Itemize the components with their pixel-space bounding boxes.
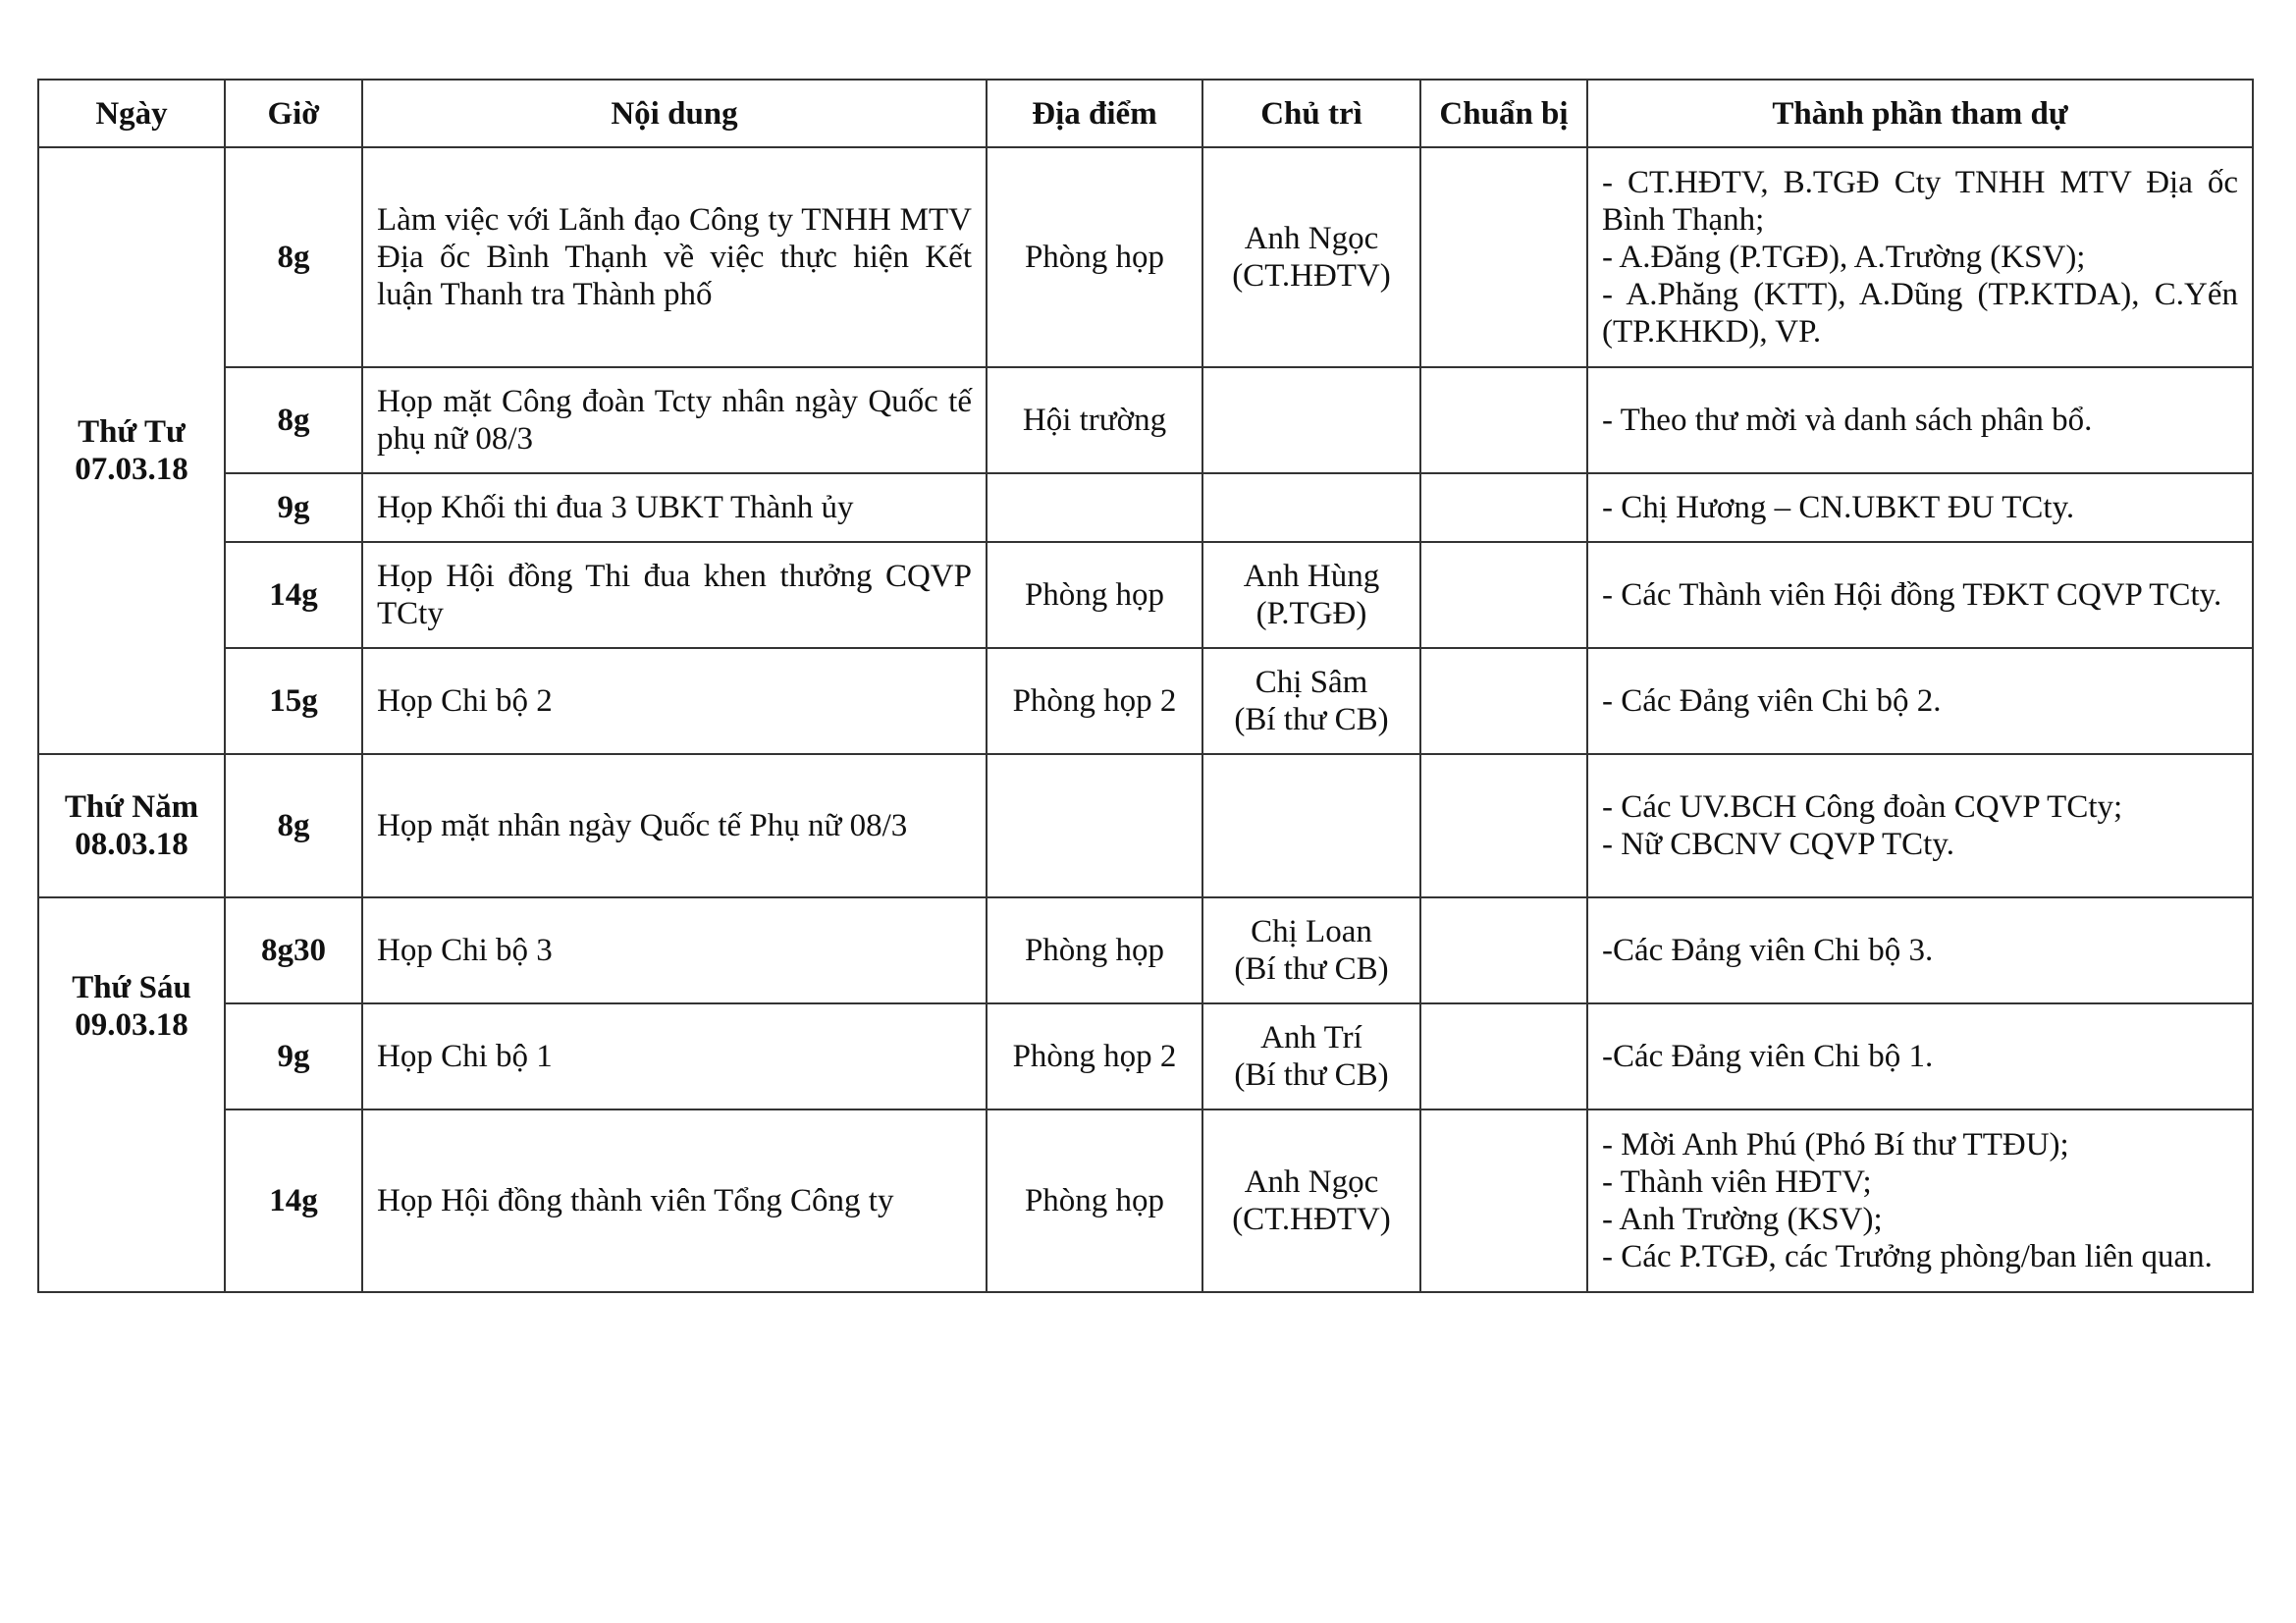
content-cell: Họp Chi bộ 3	[362, 897, 987, 1003]
chair-title: (CT.HĐTV)	[1232, 1202, 1391, 1237]
header-row	[38, 80, 2253, 147]
attendee-line: - Theo thư mời và danh sách phân bổ.	[1602, 403, 2093, 438]
time-cell: 14g	[225, 1109, 362, 1292]
attendees-cell	[1587, 897, 2253, 1003]
attendees-cell	[1587, 754, 2253, 897]
attendee-line: -Các Đảng viên Chi bộ 3.	[1602, 933, 1934, 968]
header-content: Nội dung	[362, 80, 987, 147]
attendee-line: - A.Phăng (KTT), A.Dũng (TP.KTDA), C.Yến (TP.KHKD), VP.	[1602, 277, 2238, 350]
chair-cell	[1202, 1003, 1420, 1109]
attendees-cell	[1587, 648, 2253, 754]
day-cell	[38, 897, 225, 1292]
prep-cell	[1420, 542, 1587, 648]
attendee-line: - Các Thành viên Hội đồng TĐKT CQVP TCty.	[1602, 577, 2222, 613]
table-row	[38, 754, 2253, 897]
chair-title: (P.TGĐ)	[1255, 596, 1367, 631]
time-cell: 8g	[225, 367, 362, 473]
content-cell: Họp mặt nhân ngày Quốc tế Phụ nữ 08/3	[362, 754, 987, 897]
time-cell: 9g	[225, 473, 362, 542]
chair-name: Chị Loan	[1251, 914, 1372, 949]
day-date: 07.03.18	[75, 452, 188, 487]
content-cell: Họp Chi bộ 2	[362, 648, 987, 754]
table-row	[38, 1003, 2253, 1109]
attendees-cell	[1587, 367, 2253, 473]
content-cell: Họp Chi bộ 1	[362, 1003, 987, 1109]
content-cell: Họp Hội đồng thành viên Tổng Công ty	[362, 1109, 987, 1292]
attendee-line: - Các UV.BCH Công đoàn CQVP TCty;	[1602, 789, 2123, 825]
attendee-line: - Anh Trường (KSV);	[1602, 1202, 1883, 1237]
attendee-line: - Các P.TGĐ, các Trưởng phòng/ban liên quan.	[1602, 1239, 2213, 1274]
content-cell: Họp mặt Công đoàn Tcty nhân ngày Quốc tế phụ nữ 08/3	[362, 367, 987, 473]
attendees-cell	[1587, 473, 2253, 542]
table-row	[38, 367, 2253, 473]
place-cell: Phòng họp 2	[987, 648, 1202, 754]
attendee-line: - Các Đảng viên Chi bộ 2.	[1602, 683, 1942, 719]
attendee-line: - Nữ CBCNV CQVP TCty.	[1602, 827, 1954, 862]
table-row	[38, 147, 2253, 367]
day-date: 08.03.18	[75, 827, 188, 862]
header-day: Ngày	[38, 80, 225, 147]
attendees-cell	[1587, 147, 2253, 367]
time-cell: 8g	[225, 754, 362, 897]
chair-cell	[1202, 542, 1420, 648]
content-cell: Họp Khối thi đua 3 UBKT Thành ủy	[362, 473, 987, 542]
chair-name: Chị Sâm	[1255, 665, 1368, 700]
chair-cell	[1202, 147, 1420, 367]
chair-title: (Bí thư CB)	[1234, 951, 1389, 987]
place-cell: Phòng họp	[987, 897, 1202, 1003]
schedule-table	[37, 79, 2254, 1293]
time-cell: 15g	[225, 648, 362, 754]
prep-cell	[1420, 367, 1587, 473]
attendee-line: - CT.HĐTV, B.TGĐ Cty TNHH MTV Địa ốc Bình Thạnh;	[1602, 165, 2238, 238]
attendee-line: - Mời Anh Phú (Phó Bí thư TTĐU);	[1602, 1127, 2069, 1163]
prep-cell	[1420, 1109, 1587, 1292]
chair-name: Anh Hùng	[1243, 559, 1380, 594]
table-row	[38, 897, 2253, 1003]
chair-name: Anh Ngọc	[1244, 221, 1379, 256]
time-cell: 8g30	[225, 897, 362, 1003]
table-row	[38, 542, 2253, 648]
attendees-cell	[1587, 1003, 2253, 1109]
day-cell	[38, 754, 225, 897]
place-cell: Phòng họp	[987, 542, 1202, 648]
time-cell: 8g	[225, 147, 362, 367]
chair-name: Anh Trí	[1260, 1020, 1362, 1055]
place-cell	[987, 754, 1202, 897]
header-time: Giờ	[225, 80, 362, 147]
header-prep: Chuẩn bị	[1420, 80, 1587, 147]
schedule-page	[37, 79, 2252, 1293]
place-cell: Phòng họp	[987, 1109, 1202, 1292]
attendee-line: - A.Đăng (P.TGĐ), A.Trường (KSV);	[1602, 240, 2086, 275]
table-row	[38, 648, 2253, 754]
day-name: Thứ Tư	[78, 414, 186, 450]
chair-title: (CT.HĐTV)	[1232, 258, 1391, 294]
time-cell: 9g	[225, 1003, 362, 1109]
day-cell	[38, 147, 225, 754]
header-attendees: Thành phần tham dự	[1587, 80, 2253, 147]
day-name: Thứ Năm	[64, 789, 199, 825]
prep-cell	[1420, 147, 1587, 367]
chair-cell	[1202, 754, 1420, 897]
header-place: Địa điểm	[987, 80, 1202, 147]
attendee-line: - Chị Hương – CN.UBKT ĐU TCty.	[1602, 490, 2075, 525]
prep-cell	[1420, 897, 1587, 1003]
day-date: 09.03.18	[75, 1007, 188, 1043]
day-name: Thứ Sáu	[72, 970, 191, 1005]
chair-title: (Bí thư CB)	[1234, 1057, 1389, 1093]
place-cell: Phòng họp 2	[987, 1003, 1202, 1109]
table-row	[38, 1109, 2253, 1292]
attendee-line: - Thành viên HĐTV;	[1602, 1164, 1872, 1200]
prep-cell	[1420, 1003, 1587, 1109]
chair-cell	[1202, 367, 1420, 473]
attendees-cell	[1587, 542, 2253, 648]
attendee-line: -Các Đảng viên Chi bộ 1.	[1602, 1039, 1934, 1074]
content-cell: Làm việc với Lãnh đạo Công ty TNHH MTV Địa ốc Bình Thạnh về việc thực hiện Kết luận Thanh tra Thành phố	[362, 147, 987, 367]
table-row	[38, 473, 2253, 542]
chair-name: Anh Ngọc	[1244, 1164, 1379, 1200]
chair-cell	[1202, 473, 1420, 542]
place-cell: Phòng họp	[987, 147, 1202, 367]
attendees-cell	[1587, 1109, 2253, 1292]
place-cell: Hội trường	[987, 367, 1202, 473]
time-cell: 14g	[225, 542, 362, 648]
chair-cell	[1202, 897, 1420, 1003]
chair-cell	[1202, 648, 1420, 754]
prep-cell	[1420, 648, 1587, 754]
place-cell	[987, 473, 1202, 542]
header-chair: Chủ trì	[1202, 80, 1420, 147]
chair-cell	[1202, 1109, 1420, 1292]
prep-cell	[1420, 473, 1587, 542]
prep-cell	[1420, 754, 1587, 897]
chair-title: (Bí thư CB)	[1234, 702, 1389, 737]
content-cell: Họp Hội đồng Thi đua khen thưởng CQVP TCty	[362, 542, 987, 648]
